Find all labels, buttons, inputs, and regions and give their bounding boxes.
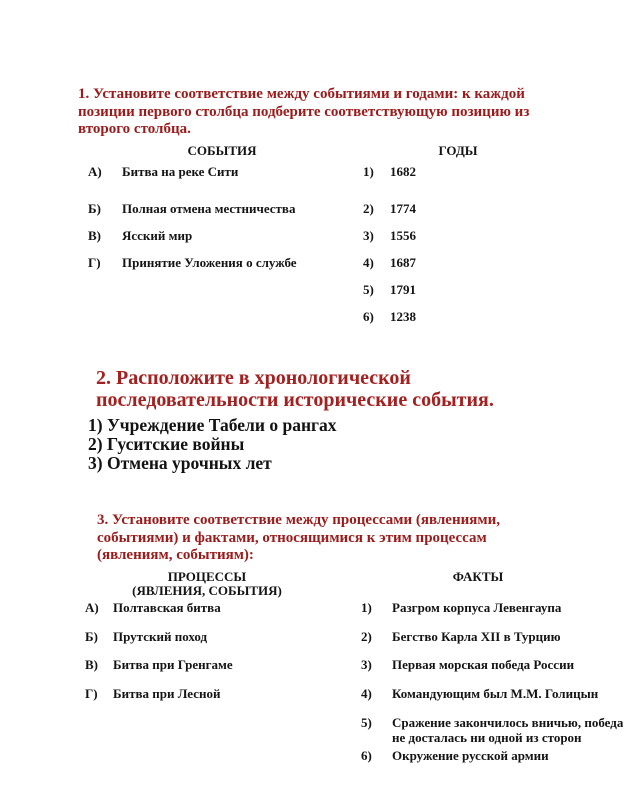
- q3-fact-num: 3): [361, 657, 372, 672]
- q3-heading: [97, 512, 500, 565]
- q3-process-text: Полтавская битва: [113, 600, 221, 615]
- q3-processes-header-line-2: (ЯВЛЕНИЯ, СОБЫТИЯ): [132, 583, 282, 598]
- q3-fact-row: [361, 657, 630, 672]
- q1-event-text: Полная отмена местничества: [122, 201, 296, 216]
- q3-process-letter: В): [85, 657, 98, 672]
- q1-event-letter: А): [88, 164, 102, 179]
- q1-event-letter: В): [88, 228, 101, 243]
- q1-year-value: 1774: [390, 201, 416, 216]
- q1-year-num: 2): [363, 201, 374, 216]
- q1-year-num: 6): [363, 309, 374, 324]
- q3-fact-num: 1): [361, 600, 372, 615]
- q2-heading: [96, 368, 494, 411]
- q3-fact-row: [361, 748, 630, 763]
- q1-year-row: [363, 164, 416, 179]
- q2-heading-line-1: 2. Расположите в хронологической: [96, 367, 411, 389]
- q3-fact-text: Первая морская победа России: [392, 657, 575, 672]
- q1-heading: [78, 86, 529, 139]
- q1-year-row: [363, 309, 416, 324]
- q3-fact-text: Сражение закончилось вничью, победа не досталась ни одной из сторон: [392, 715, 624, 745]
- q1-year-num: 5): [363, 282, 374, 297]
- q3-fact-text: Бегство Карла XII в Турцию: [392, 629, 561, 644]
- q3-heading-line-1: 3. Установите соответствие между процессами (явлениями,: [97, 512, 500, 528]
- q3-fact-num: 4): [361, 686, 372, 701]
- q1-years-column-header: ГОДЫ: [438, 143, 478, 158]
- q2-items: [88, 416, 336, 473]
- q3-fact-row: [361, 715, 630, 745]
- q1-year-num: 3): [363, 228, 374, 243]
- q3-process-letter: А): [85, 600, 99, 615]
- q3-process-row: [85, 686, 220, 701]
- q1-heading-line-1: 1. Установите соответствие между событиями и годами: к каждой: [78, 86, 525, 102]
- q1-event-letter: Б): [88, 201, 101, 216]
- q3-processes-header-line-1: ПРОЦЕССЫ: [167, 569, 247, 584]
- q1-year-value: 1556: [390, 228, 416, 243]
- q1-year-num: 4): [363, 255, 374, 270]
- q1-year-row: [363, 228, 416, 243]
- q1-year-value: 1682: [390, 164, 416, 179]
- q3-process-letter: Г): [85, 686, 98, 701]
- q3-processes-column-header: [107, 570, 307, 598]
- q3-heading-line-3: (явлениям, событиям):: [97, 547, 254, 563]
- q2-item: 1) Учреждение Табели о рангах: [88, 415, 337, 435]
- q3-fact-num: 6): [361, 748, 372, 763]
- q3-fact-row: [361, 686, 630, 701]
- q3-fact-text: Командующим был М.М. Голицын: [392, 686, 599, 701]
- q1-events-column-header: СОБЫТИЯ: [187, 143, 257, 158]
- q1-year-value: 1687: [390, 255, 416, 270]
- q1-year-value: 1791: [390, 282, 416, 297]
- q1-event-row: [88, 228, 192, 243]
- q2-item: 3) Отмена урочных лет: [88, 453, 272, 473]
- q3-fact-text: Окружение русской армии: [392, 748, 549, 763]
- q3-fact-row: [361, 629, 630, 644]
- q3-fact-row: [361, 600, 630, 615]
- q1-event-text: Битва на реке Сити: [122, 164, 239, 179]
- q3-process-text: Прутский поход: [113, 629, 208, 644]
- q3-heading-line-2: событиями) и фактами, относящимися к этим процессам: [97, 529, 487, 546]
- q1-event-text: Ясский мир: [122, 228, 193, 243]
- q1-heading-line-3: второго столбца.: [78, 121, 191, 137]
- q3-process-letter: Б): [85, 629, 98, 644]
- q3-process-text: Битва при Лесной: [113, 686, 221, 701]
- q3-fact-num: 5): [361, 715, 372, 730]
- q2-heading-line-2: последовательности исторические события.: [96, 388, 494, 411]
- q1-year-value: 1238: [390, 309, 416, 324]
- q3-process-text: Битва при Гренгаме: [113, 657, 233, 672]
- q1-event-row: [88, 201, 295, 216]
- q3-process-row: [85, 629, 207, 644]
- q1-year-row: [363, 255, 416, 270]
- q1-event-row: [88, 164, 238, 179]
- q3-facts-column-header: ФАКТЫ: [452, 569, 504, 584]
- q3-process-row: [85, 657, 233, 672]
- q1-year-num: 1): [363, 164, 374, 179]
- q3-fact-text: Разгром корпуса Левенгаупа: [392, 600, 562, 615]
- q3-fact-num: 2): [361, 629, 372, 644]
- q1-year-row: [363, 282, 416, 297]
- q2-item: 2) Гуситские войны: [88, 434, 245, 454]
- q1-event-text: Принятие Уложения о службе: [122, 255, 297, 270]
- q1-event-letter: Г): [88, 255, 101, 270]
- q1-year-row: [363, 201, 416, 216]
- q3-process-row: [85, 600, 221, 615]
- q1-heading-line-2: позиции первого столбца подберите соответствующую позицию из: [78, 103, 530, 120]
- q1-event-row: [88, 255, 297, 270]
